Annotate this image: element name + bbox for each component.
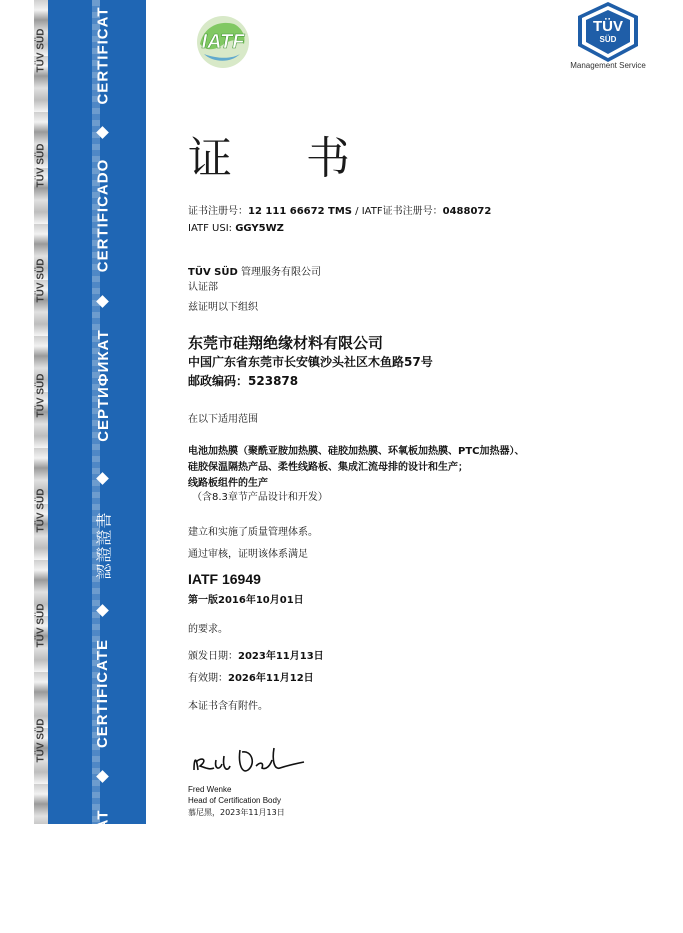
scope-intro: 在以下适用范围 [188, 414, 258, 425]
signer-title: Head of Certification Body [188, 796, 281, 805]
organization-address: 中国广东省东莞市长安镇沙头社区木鱼路57号 [188, 355, 433, 369]
iatf-reg-number: 0488072 [442, 206, 492, 217]
hologram-text: TÜV SÜD [35, 143, 47, 187]
certificate-title: 证 书 [188, 133, 380, 184]
postcode-value: 523878 [248, 374, 299, 388]
tuv-tagline: Management Service [570, 61, 646, 70]
issuer-name: 管理服务有限公司 [237, 267, 321, 278]
hologram-text: TÜV SÜD [35, 258, 47, 302]
sign-place-date: 慕尼黑，2023年11月13日 [188, 808, 285, 817]
issuer-line [188, 263, 321, 278]
hologram-text: TÜV SÜD [35, 28, 47, 72]
scope-line-1: 电池加热膜（聚酰亚胺加热膜、硅胶加热膜、环氧板加热膜、PTC加热器）、 [188, 446, 525, 457]
postcode-line [188, 372, 298, 389]
hologram-text: TÜV SÜD [35, 373, 47, 417]
valid-date-label: 有效期： [188, 673, 228, 684]
postcode-label: 邮政编码： [188, 374, 249, 388]
issue-date-label: 颁发日期： [188, 651, 238, 662]
hereby-text: 兹证明以下组织 [188, 302, 258, 313]
hologram-text: TÜV SÜD [35, 488, 47, 532]
usi-line [188, 223, 284, 234]
signature-image [190, 740, 310, 782]
iatf-reg-label: / IATF证书注册号： [352, 206, 443, 217]
band-word-french-bottom: CERTIFICAT [94, 808, 112, 908]
band-word-french: CERTIFICAT [94, 5, 112, 105]
scope-line-2: 硅胶保温隔热产品、柔性线路板、集成汇流母排的设计和生产； [188, 462, 468, 473]
standard-name: IATF 16949 [188, 571, 261, 587]
established-text: 建立和实施了质量管理体系。 [188, 527, 318, 538]
usi-value: GGY5WZ [235, 223, 284, 234]
issue-date-value: 2023年11月13日 [238, 651, 324, 662]
band-word-chinese: 認證證書 [94, 510, 114, 580]
scope-note: （含8.3章节产品设计和开发） [192, 492, 328, 503]
sud-logo-text: SÜD [599, 35, 617, 44]
hologram-text: TÜV SÜD [35, 603, 47, 647]
valid-date-value: 2026年11月12日 [228, 673, 314, 684]
usi-label: IATF USI: [188, 223, 236, 234]
standard-edition: 第一版2016年10月01日 [188, 595, 304, 606]
tuv-logo-text: TÜV [593, 18, 623, 35]
hologram-strip [34, 0, 48, 824]
certificate-band [48, 0, 146, 908]
cert-reg-label: 证书注册号： [188, 206, 248, 217]
band-word-russian: СЕРТИФИКАТ [94, 328, 112, 442]
hologram-text: TÜV SÜD [35, 718, 47, 762]
band-word-english: CERTIFICATE [94, 638, 112, 748]
issuer-brand: TÜV SÜD [188, 267, 238, 278]
organization-name: 东莞市硅翔绝缘材料有限公司 [188, 334, 384, 352]
band-word-spanish: CERTIFICADO [94, 158, 112, 272]
annex-text: 本证书含有附件。 [188, 701, 268, 712]
cert-reg-number: 12 111 66672 TMS [248, 206, 352, 217]
issue-date-line [188, 647, 324, 662]
issuer-department: 认证部 [188, 282, 218, 293]
requirements-text: 的要求。 [188, 624, 228, 635]
valid-date-line [188, 669, 314, 684]
signer-name: Fred Wenke [188, 785, 232, 794]
iatf-logo [190, 14, 256, 70]
registration-line [188, 202, 491, 217]
scope-line-3: 线路板组件的生产 [188, 478, 268, 489]
audit-text: 通过审核，证明该体系满足 [188, 549, 308, 560]
iatf-logo-text: IATF [201, 31, 245, 53]
